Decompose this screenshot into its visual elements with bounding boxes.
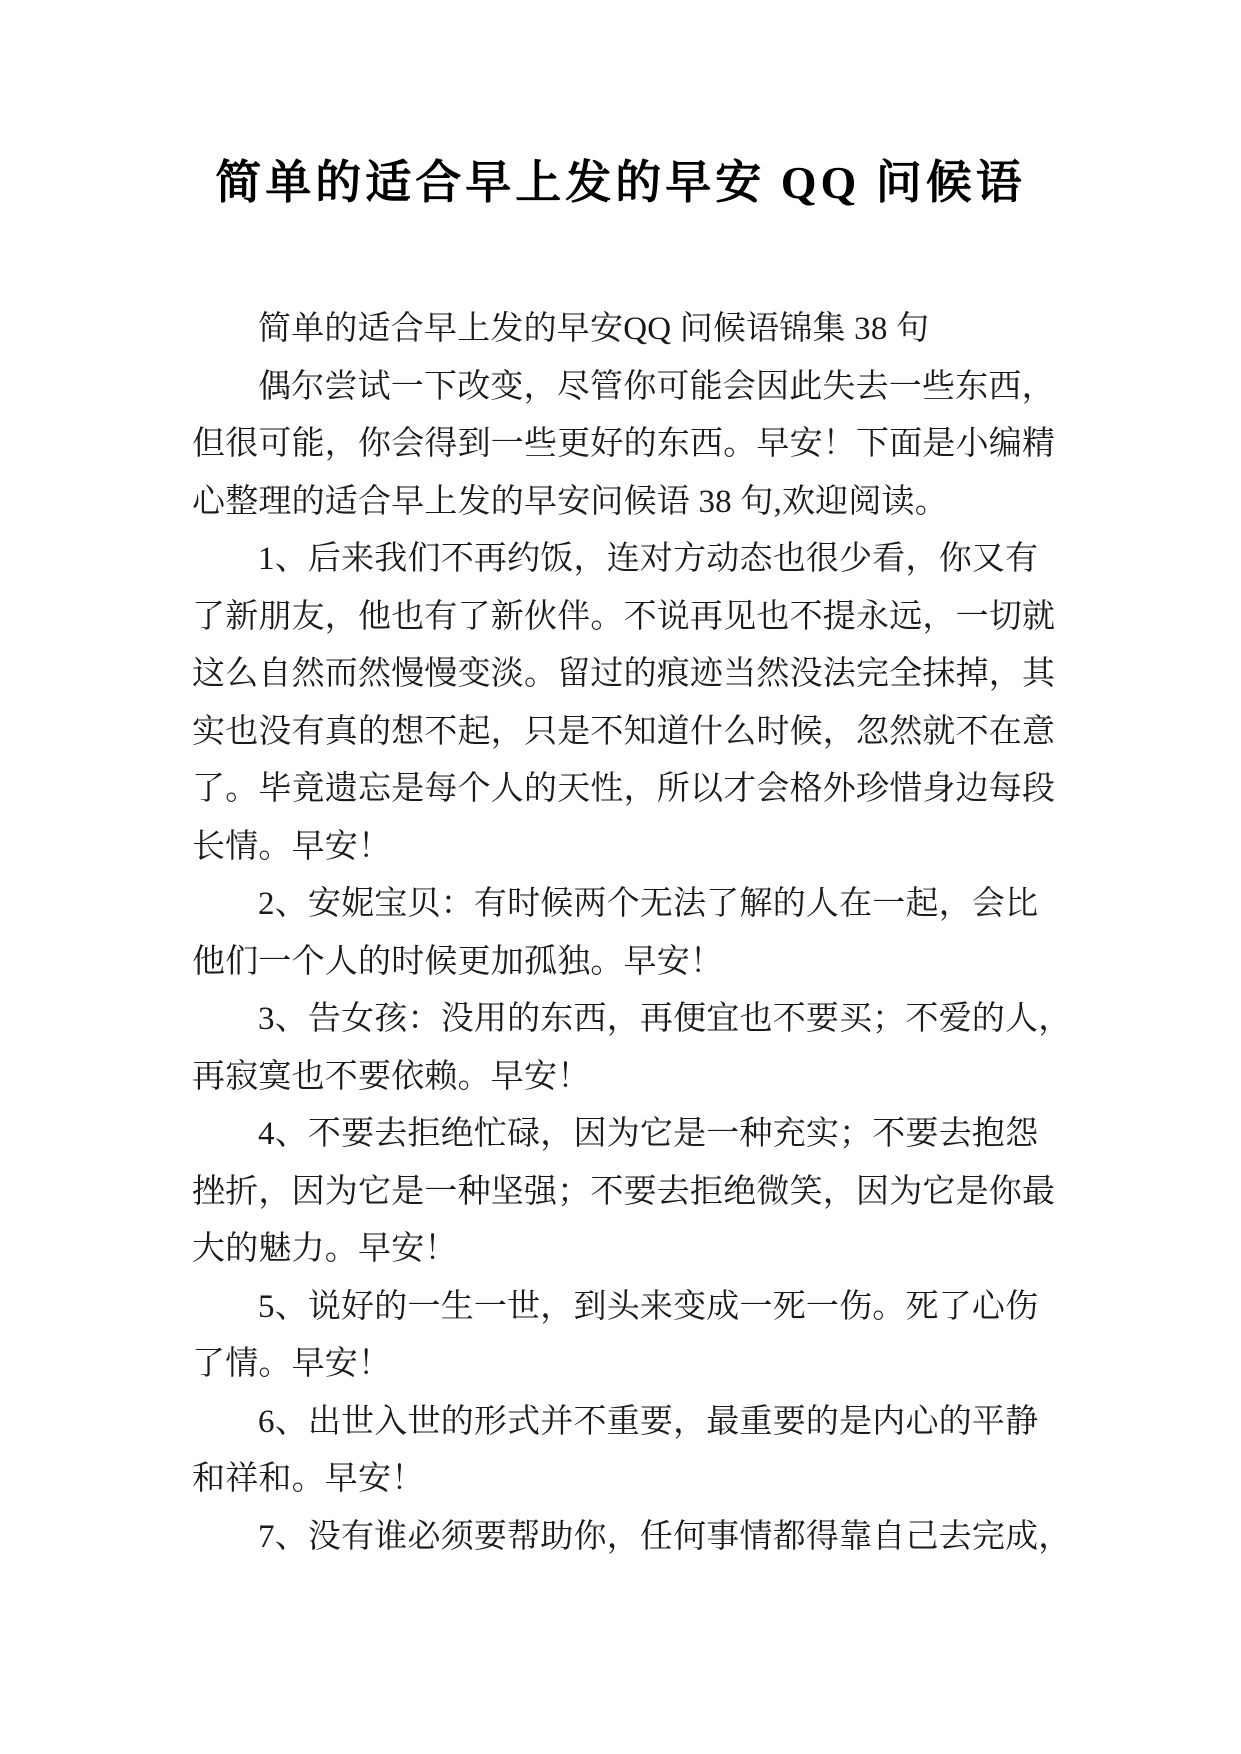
document-line: 实也没有真的想不起，只是不知道什么时候，忽然就不在意 — [192, 713, 1056, 750]
document-line: 了新朋友，他也有了新伙伴。不说再见也不提永远，一切就 — [192, 598, 1056, 635]
document-line: 3、告女孩：没用的东西，再便宜也不要买；不爱的人， — [258, 1001, 1072, 1037]
document-line: 6、出世入世的形式并不重要，最重要的是内心的平静 — [258, 1403, 1039, 1440]
document-paragraph — [192, 301, 1058, 359]
document-line: 偶尔尝试一下改变，尽管你可能会因此失去一些东西， — [258, 368, 1055, 405]
document-line: 挫折，因为它是一种坚强；不要去拒绝微笑，因为它是你最 — [192, 1173, 1056, 1210]
document-line: 4、不要去拒绝忙碌，因为它是一种充实；不要去抱怨 — [258, 1116, 1039, 1152]
document-line: 1、后来我们不再约饭，连对方动态也很少看，你又有 — [258, 541, 1039, 577]
document-paragraph — [192, 359, 1058, 532]
document-line: 心整理的适合早上发的早安问候语 38 句,欢迎阅读。 — [192, 483, 948, 520]
document-paragraph — [192, 531, 1058, 876]
document-paragraph — [192, 1279, 1058, 1394]
document-paragraph — [192, 1509, 1072, 1567]
document-line: 7、没有谁必须要帮助你，任何事情都得靠自己去完成， — [258, 1518, 1072, 1555]
document-line: 了情。早安！ — [192, 1346, 392, 1382]
document-line: 和祥和。早安！ — [192, 1461, 425, 1497]
document-line: 了。毕竟遗忘是每个人的天性，所以才会格外珍惜身边每段 — [192, 771, 1056, 807]
document-line: 再寂寞也不要依赖。早安！ — [192, 1058, 591, 1095]
document-line: 2、安妮宝贝：有时候两个无法了解的人在一起，会比 — [258, 886, 1039, 922]
document-body — [192, 301, 1072, 1566]
document-line: 大的魅力。早安！ — [192, 1231, 458, 1267]
document-line: 长情。早安！ — [192, 828, 392, 865]
document-paragraph — [192, 991, 1072, 1106]
document-line: 5、说好的一生一世，到头来变成一死一伤。死了心伤 — [258, 1288, 1039, 1325]
document-line: 但很可能，你会得到一些更好的东西。早安！下面是小编精 — [192, 426, 1056, 462]
document-title: 简单的适合早上发的早安 QQ 问候语 — [215, 157, 1026, 208]
document-paragraph — [192, 1394, 1058, 1509]
document-paragraph — [192, 876, 1058, 991]
document-line: 他们一个人的时候更加孤独。早安！ — [192, 943, 724, 980]
document-line: 简单的适合早上发的早安QQ 问候语锦集 38 句 — [258, 311, 930, 347]
document-paragraph — [192, 1106, 1058, 1279]
document-line: 这么自然而然慢慢变淡。留过的痕迹当然没法完全抹掉，其 — [192, 656, 1056, 692]
